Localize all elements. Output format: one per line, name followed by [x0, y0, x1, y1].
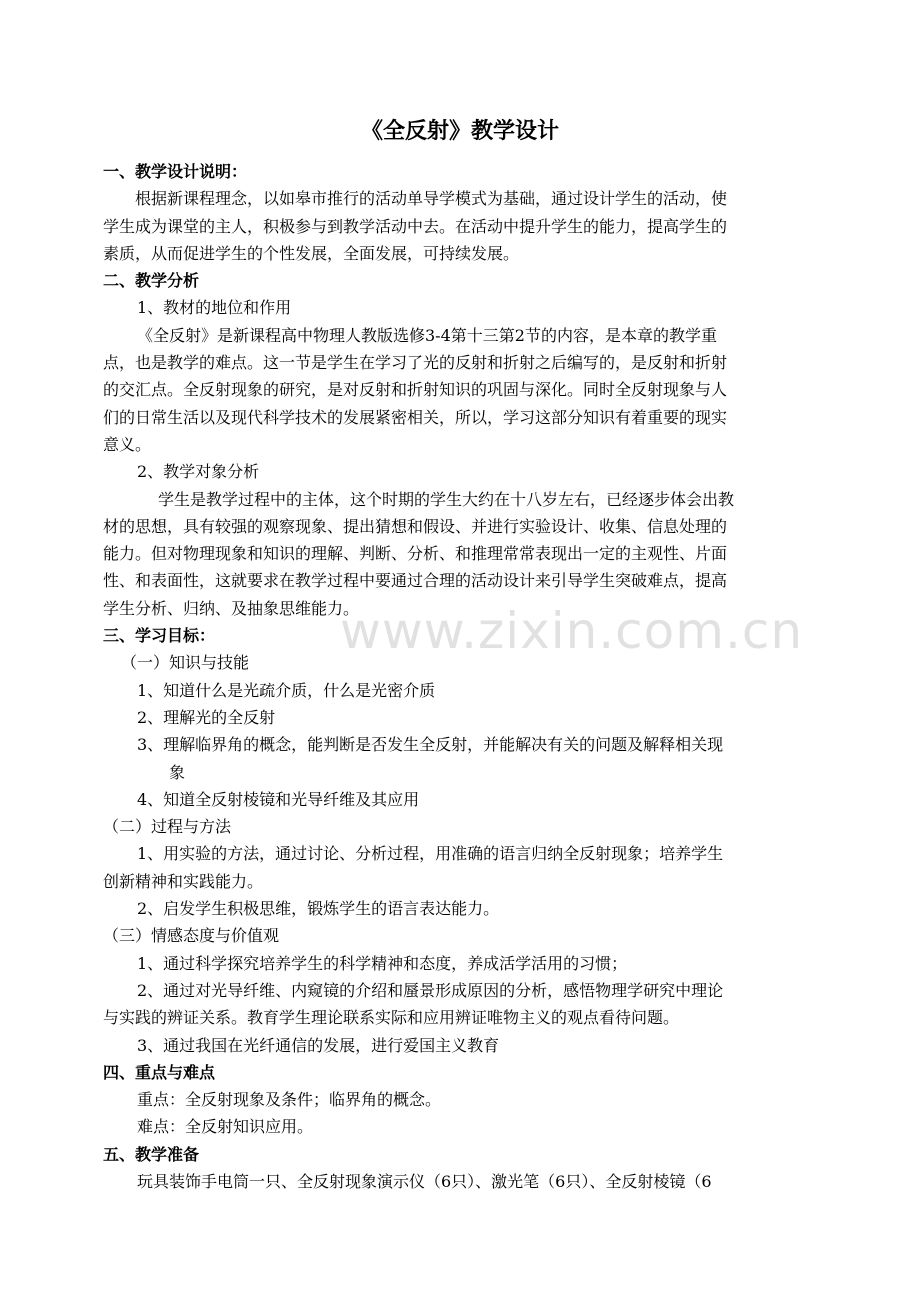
text-line: 4、知道全反射棱镜和光导纤维及其应用 [137, 789, 420, 809]
text-line: 1、教材的地位和作用 [137, 298, 292, 318]
text-line: 与实践的辨证关系。教育学生理论联系实际和应用辨证唯物主义的观点看待问题。 [103, 1008, 680, 1028]
text-line: 2、理解光的全反射 [137, 707, 276, 727]
text-line: 学生是教学过程中的主体，这个时期的学生大约在十八岁左右，已经逐步体会出教 [158, 489, 735, 509]
text-line: 性、和表面性，这就要求在教学过程中要通过合理的活动设计来引导学生突破难点，提高 [103, 571, 728, 591]
text-line: 3、理解临界角的概念，能判断是否发生全反射，并能解决有关的问题及解释相关现 [137, 735, 724, 755]
text-line: 素质，从而促进学生的个性发展，全面发展，可持续发展。 [103, 243, 520, 263]
text-line: 创新精神和实践能力。 [103, 871, 264, 891]
section-heading: 五、教学准备 [103, 1144, 200, 1164]
text-line: 的交汇点。全反射现象的研究，是对反射和折射知识的巩固与深化。同时全反射现象与人 [103, 380, 728, 400]
text-line: 2、教学对象分析 [137, 462, 260, 482]
text-line: 1、通过科学探究培养学生的科学精神和态度，养成活学活用的习惯； [137, 953, 628, 973]
text-line: （一）知识与技能 [121, 653, 250, 673]
text-line: 能力。但对物理现象和知识的理解、判断、分析、和推理常常表现出一定的主观性、片面 [103, 544, 728, 564]
text-line: 重点：全反射现象及条件；临界角的概念。 [137, 1090, 442, 1110]
text-line: 1、用实验的方法，通过讨论、分析过程，用准确的语言归纳全反射现象；培养学生 [137, 844, 724, 864]
text-line: 材的思想，具有较强的观察现象、提出猜想和假设、并进行实验设计、收集、信息处理的 [103, 516, 728, 536]
text-line: （二）过程与方法 [103, 817, 232, 837]
text-line: 学生成为课堂的主人，积极参与到教学活动中去。在活动中提升学生的能力，提高学生的 [103, 216, 728, 236]
text-line: 1、知道什么是光疏介质，什么是光密介质 [137, 680, 436, 700]
text-line: 学生分析、归纳、及抽象思维能力。 [103, 598, 360, 618]
text-line: 点，也是教学的难点。这一节是学生在学习了光的反射和折射之后编写的，是反射和折射 [103, 353, 728, 373]
text-line: 2、通过对光导纤维、内窥镜的介绍和蜃景形成原因的分析，感悟物理学研究中理论 [137, 980, 724, 1000]
section-heading: 一、教学设计说明： [103, 162, 248, 181]
text-line: 3、通过我国在光纤通信的发展，进行爱国主义教育 [137, 1035, 500, 1055]
text-line: 们的日常生活以及现代科学技术的发展紧密相关，所以，学习这部分知识有着重要的现实 [103, 407, 728, 427]
text-line: 难点：全反射知识应用。 [137, 1117, 314, 1137]
section-heading: 三、学习目标： [103, 626, 216, 646]
text-line: 根据新课程理念，以如皋市推行的活动单导学模式为基础，通过设计学生的活动，使 [135, 189, 728, 209]
document-title: 《全反射》教学设计 [360, 119, 559, 144]
text-line: 《全反射》是新课程高中物理人教版选修3-4第十三第2节的内容，是本章的教学重 [137, 325, 717, 345]
watermark-text: www.zixin.com.cn [340, 602, 804, 660]
text-line: 玩具装饰手电筒一只、全反射现象演示仪（6只）、激光笔（6只）、全反射棱镜（6 [137, 1171, 712, 1191]
section-heading: 四、重点与难点 [103, 1062, 216, 1082]
text-line: 2、启发学生积极思维，锻炼学生的语言表达能力。 [137, 899, 500, 919]
section-heading: 二、教学分析 [103, 271, 200, 291]
text-line: （三）情感态度与价值观 [103, 926, 280, 946]
text-line: 意义。 [103, 434, 152, 454]
text-line: 象 [169, 762, 186, 782]
document-body [103, 158, 823, 1195]
